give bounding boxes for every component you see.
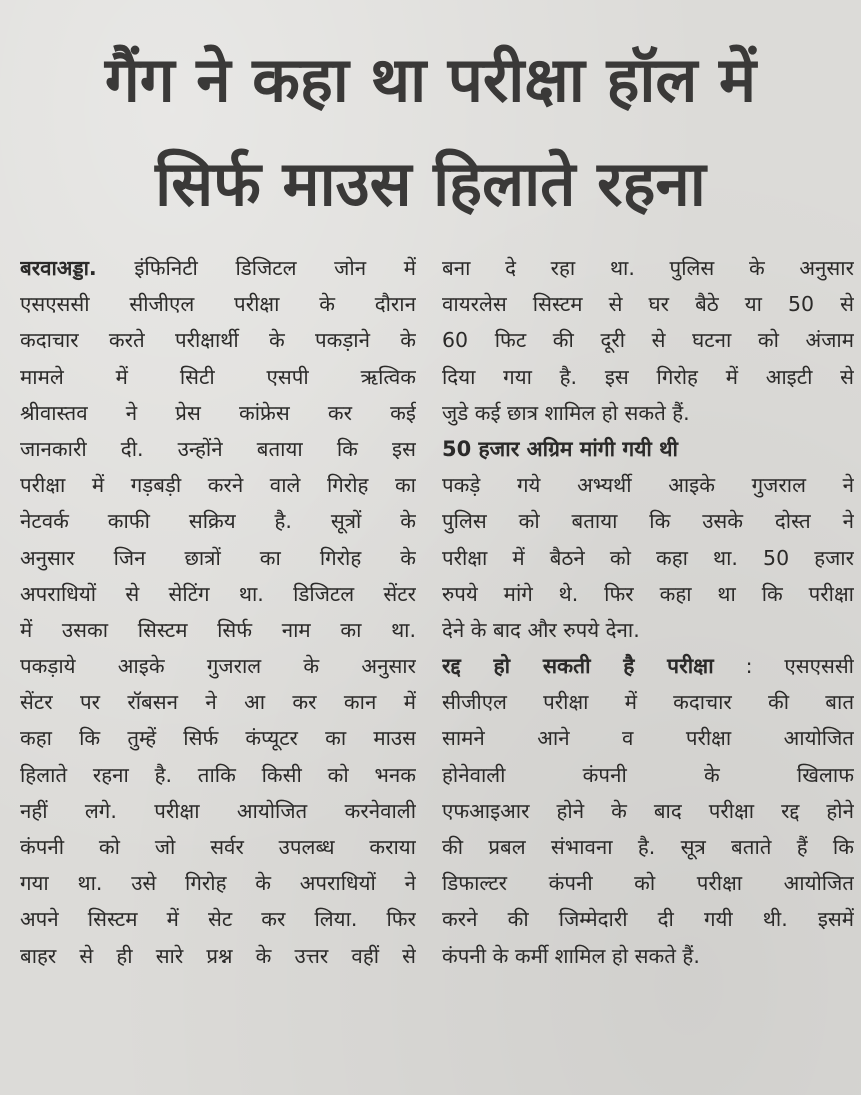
subheading: रद्द हो सकती है परीक्षा <box>442 654 714 679</box>
article-line: कंपनी को जो सर्वर उपलब्ध कराया <box>20 835 416 859</box>
article-line: में उसका सिस्टम सिर्फ नाम का था. <box>20 617 416 642</box>
article-line: अनुसार जिन छात्रों का गिरोह के <box>20 545 416 570</box>
article-line: एफआइआर होने के बाद परीक्षा रद्द होने <box>442 798 854 823</box>
article-line: सीजीएल परीक्षा में कदाचार की बात <box>442 690 854 715</box>
article-line: परीक्षा में गड़बड़ी करने वाले गिरोह का <box>20 473 416 498</box>
article-line: जुडे कई छात्र शामिल हो सकते हैं. <box>442 400 690 425</box>
article-line: नेटवर्क काफी सक्रिय है. सूत्रों के <box>20 509 416 534</box>
article-line <box>20 250 416 286</box>
article-line: पकड़े गये अभ्यर्थी आइके गुजराल ने <box>442 473 854 498</box>
dateline: बरवाअड्डा. <box>20 256 97 280</box>
article-line <box>442 648 854 684</box>
article-column-left <box>20 250 416 1080</box>
article-line: श्रीवास्तव ने प्रेस कांफ्रेस कर कई <box>20 400 416 425</box>
article-line: 60 फिट की दूरी से घटना को अंजाम <box>442 328 854 353</box>
article-line: परीक्षा में बैठने को कहा था. 50 हजार <box>442 545 854 570</box>
article-body <box>20 250 855 1080</box>
article-line: एसएससी सीजीएल परीक्षा के दौरान <box>20 292 416 317</box>
article-text: इंफिनिटी डिजिटल जोन में <box>96 256 416 280</box>
article-line: कहा कि तुम्हें सिर्फ कंप्यूटर का माउस <box>20 726 416 751</box>
article-line: मामले में सिटी एसपी ऋत्विक <box>20 364 416 389</box>
article-line: अपराधियों से सेटिंग था. डिजिटल सेंटर <box>20 581 416 606</box>
headline <box>0 28 861 236</box>
article-line: सेंटर पर रॉबसन ने आ कर कान में <box>20 690 416 715</box>
article-line: कदाचार करते परीक्षार्थी के पकड़ाने के <box>20 328 416 353</box>
article-line: वायरलेस सिस्टम से घर बैठे या 50 से <box>442 292 854 317</box>
article-line: कंपनी के कर्मी शामिल हो सकते हैं. <box>442 943 700 968</box>
article-line: जानकारी दी. उन्होंने बताया कि इस <box>20 436 416 461</box>
article-line: करने की जिम्मेदारी दी गयी थी. इसमें <box>442 907 854 932</box>
article-line: नहीं लगे. परीक्षा आयोजित करनेवाली <box>20 798 416 823</box>
article-line: की प्रबल संभावना है. सूत्र बताते हैं कि <box>442 835 854 859</box>
headline-line-2: सिर्फ माउस हिलाते रहना <box>155 147 706 220</box>
article-line: डिफाल्टर कंपनी को परीक्षा आयोजित <box>442 871 854 896</box>
article-line: दिया गया है. इस गिरोह में आइटी से <box>442 364 854 389</box>
article-line: हिलाते रहना है. ताकि किसी को भनक <box>20 762 416 787</box>
article-text: : एसएससी <box>713 654 854 679</box>
article-line: बना दे रहा था. पुलिस के अनुसार <box>442 256 854 280</box>
article-line: बाहर से ही सारे प्रश्न के उत्तर वहीं से <box>20 943 416 968</box>
subheading: 50 हजार अग्रिम मांगी गयी थी <box>442 436 678 461</box>
article-line: पुलिस को बताया कि उसके दोस्त ने <box>442 509 854 534</box>
article-line: सामने आने व परीक्षा आयोजित <box>442 726 854 751</box>
article-line: अपने सिस्टम में सेट कर लिया. फिर <box>20 907 416 932</box>
article-line: होनेवाली कंपनी के खिलाफ <box>442 762 854 787</box>
article-line: पकड़ाये आइके गुजराल के अनुसार <box>20 654 416 679</box>
article-line: रुपये मांगे थे. फिर कहा था कि परीक्षा <box>442 581 854 606</box>
article-line: गया था. उसे गिरोह के अपराधियों ने <box>20 871 416 896</box>
article-line: देने के बाद और रुपये देना. <box>442 617 640 642</box>
article-column-right <box>442 250 854 1080</box>
headline-line-1: गैंग ने कहा था परीक्षा हॉल में <box>104 43 757 116</box>
